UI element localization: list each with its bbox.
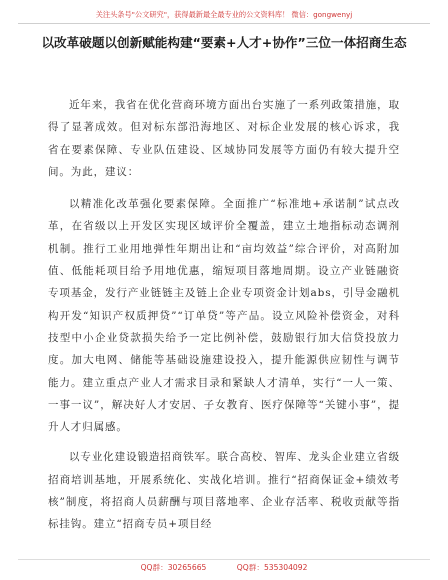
document-body <box>48 94 400 546</box>
paragraph-factor-guarantee: 以精准化改革强化要素保障。全面推广“标准地+承诺制”试点改革，在省级以上开发区实现区域评价全覆盖，建立土地指标动态调剂机制。推行工业用地弹性年期出让和“亩均效益”综合评价，对高附加值、低能耗项目给予用地优惠，缩短项目落地周期。设立产业链融资专项基金，发行产业链链主及链上企业专项资金计划abs，引导金融机构开发“知识产权质押贷”“订单贷”等产品。设立风险补偿资金，对科技型中小企业贷款损失给予一定比例补偿，鼓励银行加大信贷投放力度。加大电网、储能等基础设施建设投入，提升能源供应韧性与调节能力。建立重点产业人才需求目录和紧缺人才清单，实行“一人一策、一事一议”，解决好人才安居、子女教育、医疗保障等“关键小事”，提升人才归属感。 <box>48 198 400 434</box>
footer-qq-group-2: QQ群：535304092 <box>236 563 308 572</box>
paragraph-investment-team: 以专业化建设锻造招商铁军。联合高校、智库、龙头企业建立省级招商培训基地，开展系统化、实战化培训。推行“招商保证金+绩效考核”制度，将招商人员薪酬与项目落地率、企业存活率、税收贡献等指标挂钩。建立“招商专员+项目经 <box>48 451 400 531</box>
promo-banner: 关注头条号"公文研究"，获得最新最全最专业的公文资料库！ 微信：gongwenyj <box>95 10 353 19</box>
paragraph-intro: 近年来，我省在优化营商环境方面出台实施了一系列政策措施，取得了显著成效。但对标东部沿海地区、对标企业发展的核心诉求，我省在要素保障、专业队伍建设、区域协同发展等方面仍有较大提升空间。为此，建议： <box>48 99 400 178</box>
footer-divider <box>18 559 430 560</box>
document-title: 以改革破题以创新赋能构建“要素+人才+协作”三位一体招商生态 <box>41 35 407 50</box>
footer-qq-group-1: QQ群：30265665 <box>140 563 207 572</box>
footer-contact <box>18 561 430 575</box>
header-divider <box>18 23 430 24</box>
